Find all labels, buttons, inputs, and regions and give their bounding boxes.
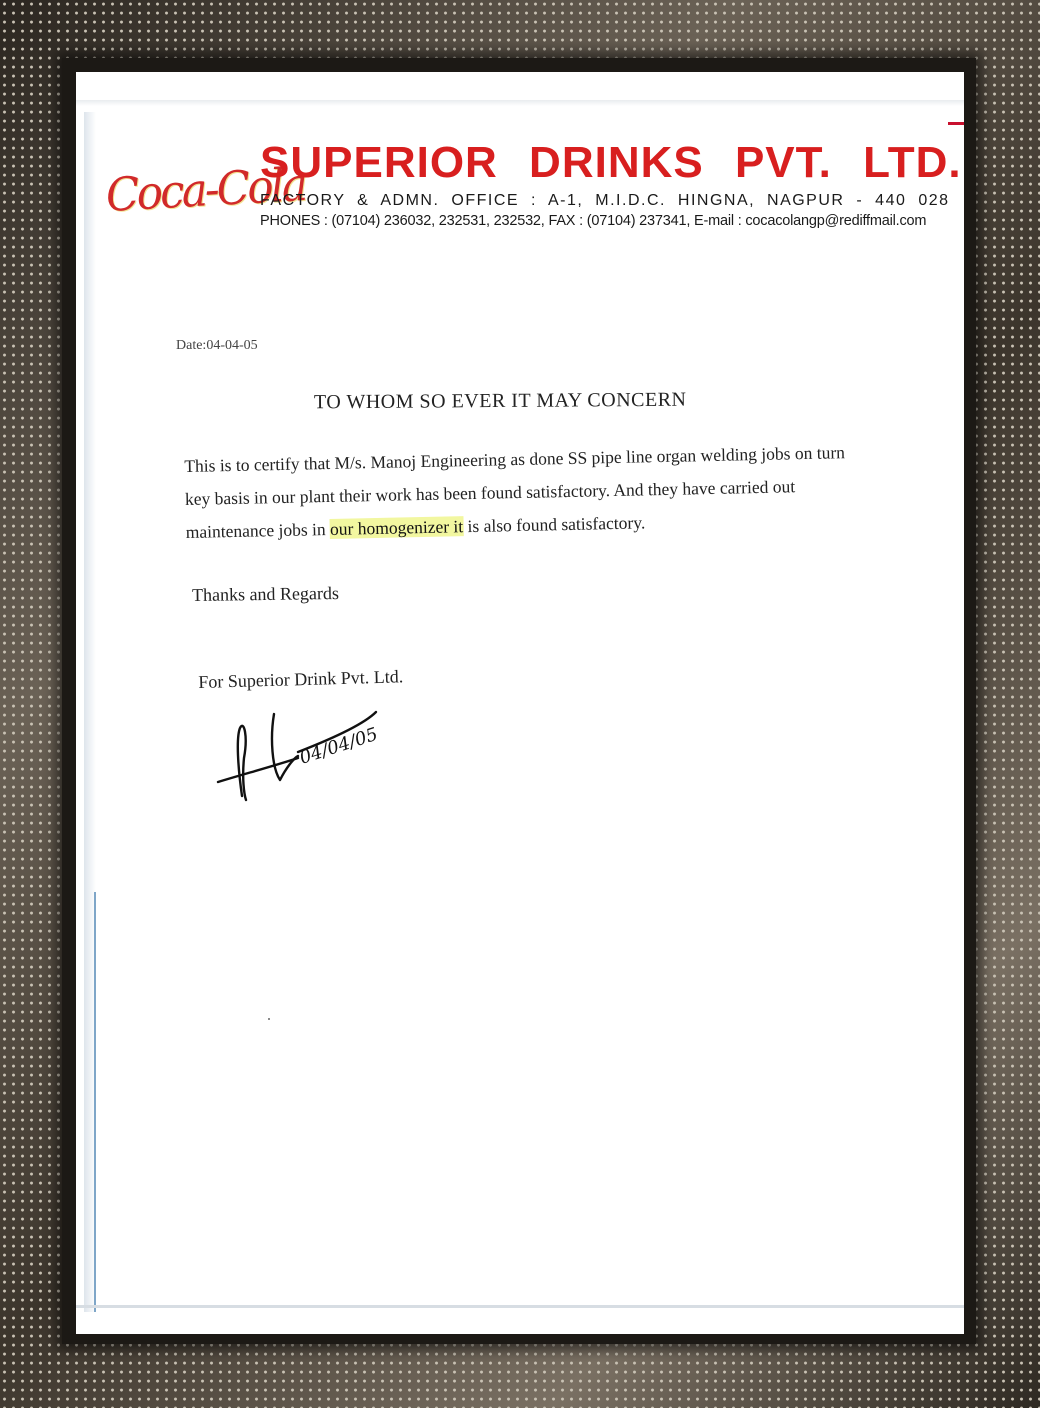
paper-bottom-edge <box>76 1305 964 1308</box>
letter-subject: TO WHOM SO EVER IT MAY CONCERN <box>313 388 687 414</box>
letter-body <box>184 436 866 549</box>
handwritten-signature <box>214 708 414 808</box>
body-text-end: is also found satisfactory. <box>462 512 646 537</box>
phones-line: PHONES : (07104) 236032, 232531, 232532, FAX : (07104) 237341, E-mail : cocacolangp@rediffmail.com <box>260 213 927 229</box>
paper-speck <box>268 1018 270 1020</box>
body-text: This is to certify that M/s. Manoj Engineering as done SS pipe line organ welding jobs on turn key basis in our plant their work has been found satisfactory. And they have carried out maintenance jobs in <box>184 442 846 542</box>
letter-date: Date:04-04-05 <box>176 338 258 353</box>
certificate-paper <box>76 72 964 1334</box>
paper-blue-mark <box>94 892 96 1312</box>
company-name: SUPERIOR DRINKS PVT. LTD. <box>260 138 962 187</box>
red-edge-mark <box>948 122 964 125</box>
paper-top-edge <box>76 100 964 106</box>
closing-text: Thanks and Regards <box>191 582 340 606</box>
signature-date: 04/04/05 <box>297 723 381 769</box>
coca-cola-logo: Coca-Cola <box>104 157 307 222</box>
signatory-line: For Superior Drink Pvt. Ltd. <box>198 666 404 692</box>
highlighted-text: our homogenizer it <box>329 516 464 539</box>
address-line: FACTORY & ADMN. OFFICE : A-1, M.I.D.C. HINGNA, NAGPUR - 440 028 <box>260 192 950 209</box>
